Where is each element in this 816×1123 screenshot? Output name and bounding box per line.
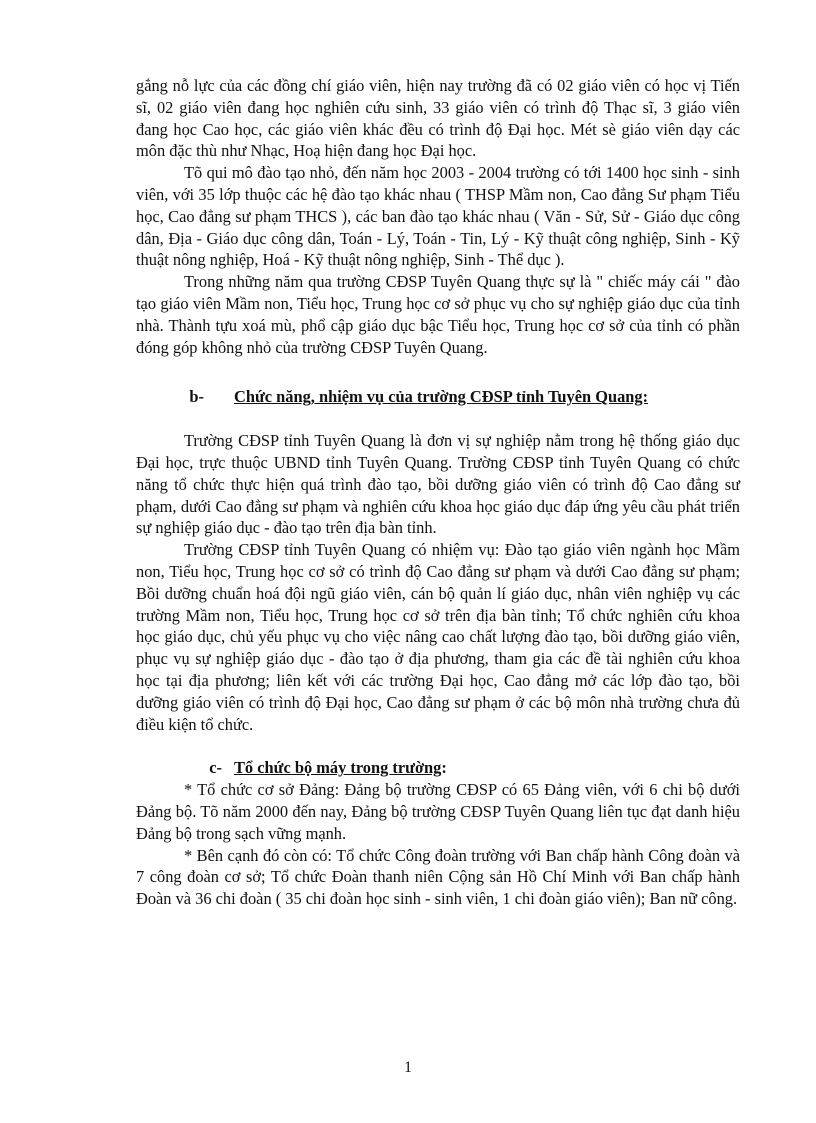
intro-paragraph-2: Tõ qui mô đào tạo nhỏ, đến năm học 2003 - 2004 trường có tới 1400 học sinh - sinh viên, với 35 lớp thuộc các hệ đào tạo khác nhau ( THSP Mầm non, Cao đẳng Sư phạm Tiểu học, Cao đẳng sư phạm THCS ), các ban đào tạo khác nhau ( Văn - Sử, Sử - Giáo dục công dân, Địa - Giáo dục công dân, Toán - Lý, Toán - Tin, Lý - Kỹ thuật công nghiệp, Sinh - Kỹ thuật nông nghiệp, Hoá - Kỹ thuật nông nghiệp, Sinh - Thể dục ). <box>136 163 740 270</box>
section-b-label: b- <box>189 387 204 407</box>
document-page <box>136 75 740 910</box>
section-c-paragraph-1: * Tổ chức cơ sở Đảng: Đảng bộ trường CĐSP có 65 Đảng viên, với 6 chi bộ dưới Đảng bộ. Tõ năm 2000 đến nay, Đảng bộ trường CĐSP Tuyên Quang liên tục đạt danh hiệu Đảng bộ trong sạch vững mạnh. <box>136 780 740 843</box>
section-c-heading <box>136 757 740 779</box>
page-number: 1 <box>404 1059 412 1076</box>
section-c-paragraph-2: * Bên cạnh đó còn có: Tổ chức Công đoàn trường với Ban chấp hành Công đoàn và 7 công đoàn cơ sở; Tổ chức Đoàn thanh niên Cộng sản Hồ Chí Minh với Ban chấp hành Đoàn và 36 chi đoàn ( 35 chi đoàn học sinh - sinh viên, 1 chi đoàn giáo viên); Ban nữ công. <box>136 845 740 909</box>
section-c-title: Tổ chức bộ máy trong trường <box>234 758 442 778</box>
section-c-label: c- <box>209 758 222 778</box>
section-c-colon: : <box>441 758 447 778</box>
section-b-paragraph-1: Trường CĐSP tỉnh Tuyên Quang là đơn vị sự nghiệp nằm trong hệ thống giáo dục Đại học, trực thuộc UBND tỉnh Tuyên Quang. Trường CĐSP tỉnh Tuyên Quang có chức năng tổ chức thực hiện quá trình đào tạo, bồi dưỡng giáo viên có trình độ Cao đẳng sư phạm, dưới Cao đẳng sư phạm và nghiên cứu khoa học giáo dục đáp ứng yêu cầu phát triển sự nghiệp giáo dục - đào tạo trên địa bàn tỉnh. <box>136 431 740 538</box>
section-b-title: Chức năng, nhiệm vụ của trường CĐSP tỉnh Tuyên Quang: <box>234 387 649 407</box>
section-b-paragraph-2: Trường CĐSP tỉnh Tuyên Quang có nhiệm vụ: Đào tạo giáo viên ngành học Mầm non, Tiểu học, Trung học cơ sở có trình độ Cao đẳng sư phạm và dưới Cao đẳng sư phạm; Bồi dưỡng chuẩn hoá đội ngũ giáo viên, cán bộ quản lí giáo dục, nhân viên nghiệp vụ các trường Mầm non, Tiểu học, Trung học cơ sở trên địa bàn tỉnh; Tổ chức nghiên cứu khoa học giáo dục, chủ yếu phục vụ cho việc nâng cao chất lượng đào tạo, bồi dưỡng giáo viên, phục vụ sự nghiệp giáo dục - đào tạo ở địa phương, tham gia các đề tài nghiên cứu khoa học tại địa phương; liên kết với các trường Đại học, Cao đẳng mở các lớp đào tạo, bồi dưỡng giáo viên có trình độ Đại học, Cao đẳng sư phạm ở các bộ môn nhà trường chưa đủ điều kiện tổ chức. <box>136 540 740 734</box>
section-b-heading <box>136 386 740 408</box>
intro-paragraph-3: Trong những năm qua trường CĐSP Tuyên Quang thực sự là " chiếc máy cái " đào tạo giáo viên Mầm non, Tiểu học, Trung học cơ sở phục vụ cho sự nghiệp giáo dục của tỉnh nhà. Thành tựu xoá mù, phổ cập giáo dục bậc Tiểu học, Trung học cơ sở của tỉnh có phần đóng góp không nhỏ của trường CĐSP Tuyên Quang. <box>136 272 740 357</box>
intro-paragraph-1: gắng nỗ lực của các đồng chí giáo viên, hiện nay trường đã có 02 giáo viên có học vị Tiến sĩ, 02 giáo viên đang học nghiên cứu sinh, 33 giáo viên có trình độ Thạc sĩ, 3 giáo viên đang học Cao học, các giáo viên khác đều có trình độ Đại học. Mét sè giáo viên dạy các môn đặc thù như Nhạc, Hoạ hiện đang học Đại học. <box>136 76 740 161</box>
